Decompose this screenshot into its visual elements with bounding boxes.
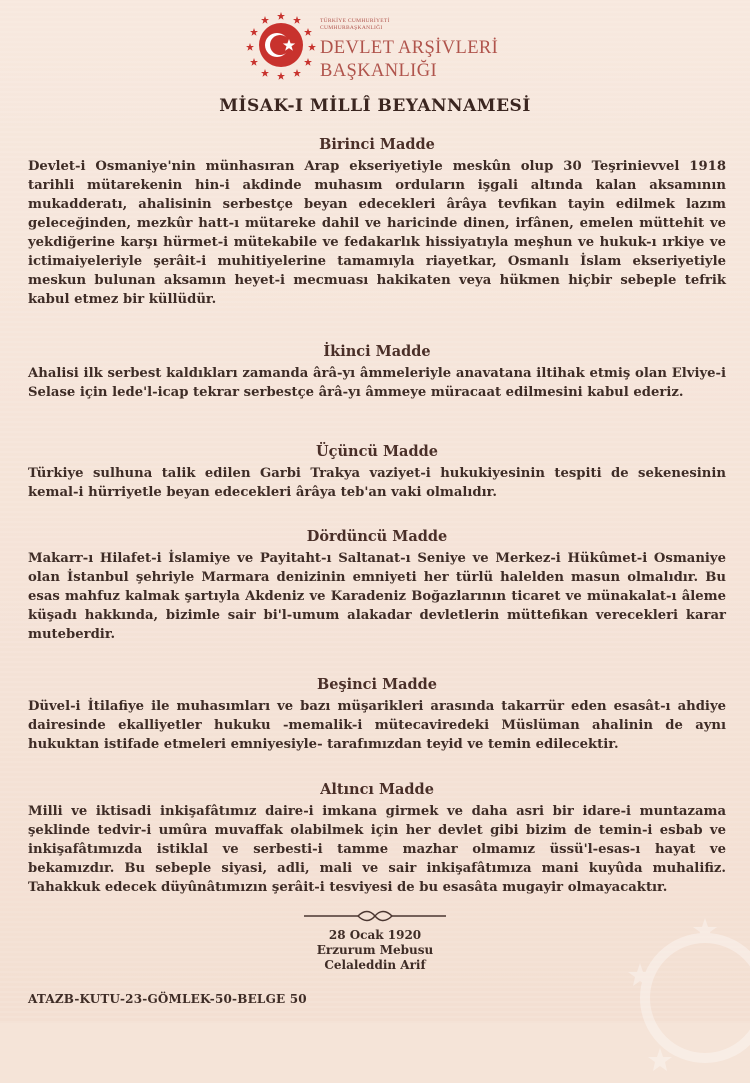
signature-title: Erzurum Mebusu <box>316 943 434 957</box>
article-heading: İkinci Madde <box>323 343 431 360</box>
article-heading: Dördüncü Madde <box>306 528 448 545</box>
page-title: MİSAK-I MİLLÎ BEYANNAMESİ <box>219 96 531 116</box>
article-text: Düvel-i İtilafiye ile muhasımları ve bazı müşarikleri arasında takarrür eden esasât-ı ahdiye dairesinde ekalliyetler hukuku -memalik-i mütecaviredeki Müslüman ahalinin de aynı hukuktan istifade etmeleri emniyesiyle- tarafımızdan teyid ve temin edilecektir. <box>28 699 726 752</box>
org-subtitle <box>320 18 390 32</box>
article-text: Milli ve iktisadi inkişafâtımız daire-i imkana girmek ve daha asri bir idare-i muntazama şeklinde tedvir-i umûra muvaffak olabilmek için her devlet gibi bizim de temin-i esbab ve inkişafâtımızda istiklal ve serbesti-i tamme mazhar olmamız üssü'l-esas-ı hayat ve bekamızdır. Bu sebeple siyasi, adli, mali ve sair inkişafâtımıza mani kuyûda muhalifiz. Tahakkuk edecek düyûnâtımızın şerâit-i tesviyesi de bu esasâta mugayir olmayacaktır. <box>28 804 726 895</box>
article-5 <box>28 676 726 754</box>
article-heading: Birinci Madde <box>319 136 435 153</box>
article-2 <box>28 343 726 402</box>
article-1 <box>28 136 726 309</box>
archive-reference: ATAZB-KUTU-23-GÖMLEK-50-BELGE 50 <box>28 992 307 1006</box>
signature-date: 28 Ocak 1920 <box>328 928 422 942</box>
emblem-icon <box>246 10 316 80</box>
org-name-line-1: DEVLET ARŞİVLERİ <box>320 38 499 58</box>
article-4 <box>28 528 726 644</box>
ornament-divider-icon <box>300 908 450 924</box>
article-heading: Üçüncü Madde <box>316 443 438 460</box>
watermark-seal-icon <box>620 913 750 1083</box>
article-heading: Altıncı Madde <box>320 781 434 798</box>
article-6 <box>28 781 726 897</box>
article-text: Türkiye sulhuna talik edilen Garbi Trakya vaziyet-i hukukiyesinin tespiti de sekenesinin kemal-i hürriyetle beyan edecekleri ârâya teb'an vaki olmalıdır. <box>28 466 726 500</box>
article-3 <box>28 443 726 502</box>
article-text: Ahalisi ilk serbest kaldıkları zamanda ârâ-yı âmmeleriyle anavatana iltihak etmiş olan Elviye-i Selase için lede'l-icap tekrar serbestçe ârâ-yı âmmeye müracaat edilmesini kabul ederiz. <box>28 366 726 400</box>
article-heading: Beşinci Madde <box>316 676 438 693</box>
article-text: Makarr-ı Hilafet-i İslamiye ve Payitaht-ı Saltanat-ı Seniye ve Merkez-i Hükûmet-i Osmaniye olan İstanbul şehriyle Marmara denizinin emniyeti her türlü halelden masun olmalıdır. Bu esas mahfuz kalmak şartıyla Akdeniz ve Karadeniz Boğazlarının ticaret ve münakalat-ı âleme küşadı hakkında, bizimle sair bi'l-umum alakadar devletlerin müttefikan verecekleri karar muteberdir. <box>28 551 726 642</box>
org-small-1: TÜRKİYE CUMHURİYETİ <box>320 18 390 24</box>
header-logo <box>246 8 546 86</box>
org-small-2: CUMHURBAŞKANLIĞI <box>320 25 383 31</box>
signature-name: Celaleddin Arif <box>324 958 426 972</box>
article-text: Devlet-i Osmaniye'nin münhasıran Arap ekseriyetiyle meskûn olup 30 Teşrinievvel 1918 tarihli mütarekenin hin-i akdinde muhasım orduların işgali altında kalan aksamının mukadderatı, ahalisinin serbestçe beyan edecekleri ârâya tevfikan tayin edilmek lazım geleceğinden, mezkûr hatt-ı mütareke dahil ve haricinde dinen, irfânen, emelen müttehit ve yekdiğerine karşı hürmet-i mütekabile ve fedakarlık hissiyatıyla meşhun ve hukuk-ı ırkiye ve ictimaiyeleriyle şerâit-i muhitiyelerine tamamıyla riayetkar, Osmanlı İslam ekseriyetiyle meskun bulunan aksamın heyet-i mecmuası hakikaten veya hükmen hiçbir sebeple tefrik kabul etmez bir küllüdür. <box>28 159 726 307</box>
org-name-line-2: BAŞKANLIĞI <box>320 61 438 81</box>
